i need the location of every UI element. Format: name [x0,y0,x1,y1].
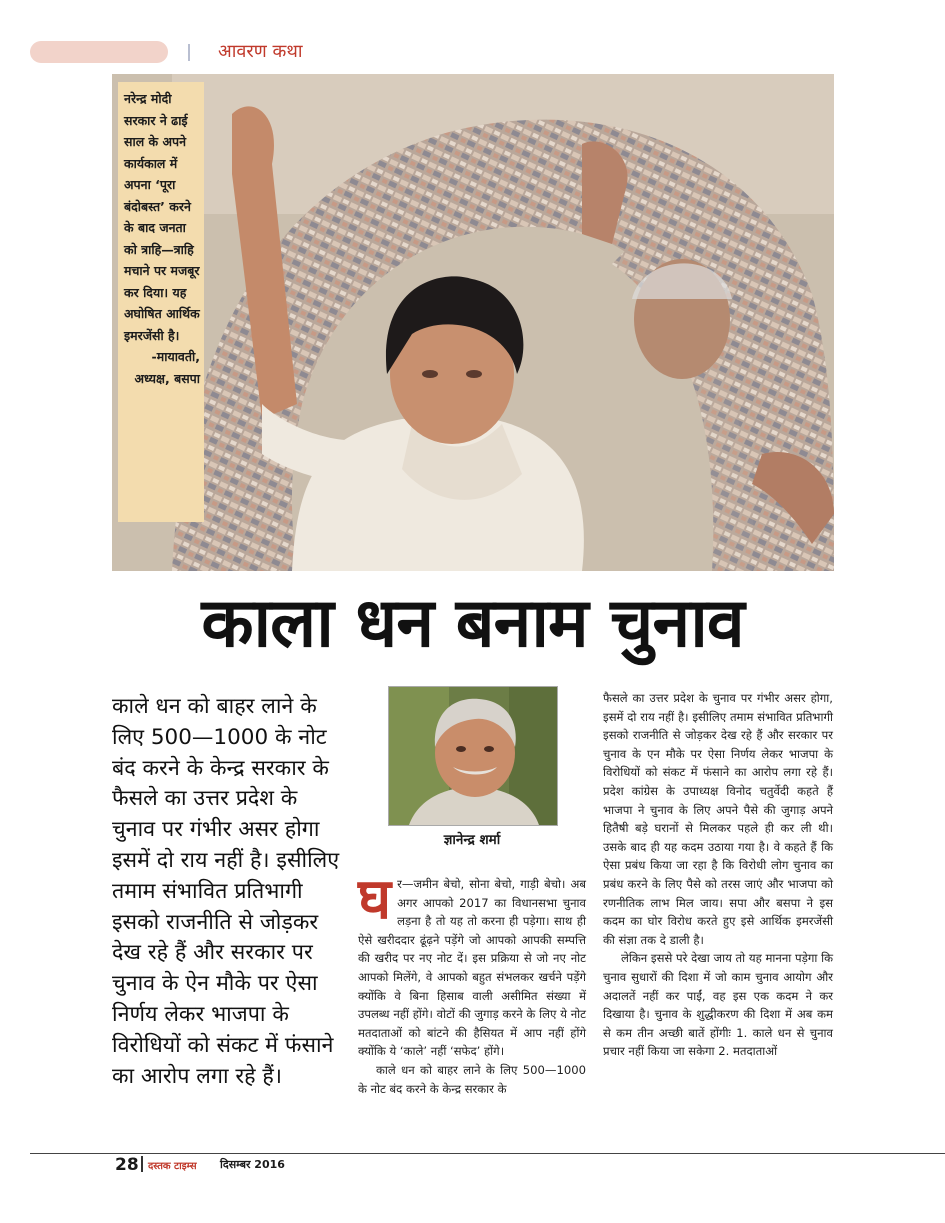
article-column-right [603,689,833,1061]
article-paragraph: र—जमीन बेचो, सोना बेचो, गाड़ी बेचो। अब अगर आपको 2017 का विधानसभा चुनाव लड़ना है तो यह तो करना ही पड़ेगा। साथ ही ऐसे खरीददार ढूंढ़ने पड़ेंगे जो आपको आपकी सम्पत्ति की खरीद पर नए नोट दें। इस प्रक्रिया से जो नए नोट आपको मिलेंगे, वे आपको बहुत संभलकर खर्चने पड़ेंगे क्योंकि वे बिना हिसाब वाली असीमित संख्या में उपलब्ध नहीं होंगे। वोटों की जुगाड़ करने के लिए ये नोट मतदाताओं को बांटने की हैसियत में आप नहीं होंगे क्योंकि ये ‘काले’ नहीं ‘सफेद’ होंगे। [358,877,586,1059]
author-photo [388,686,558,826]
section-label: आवरण कथा [218,41,303,62]
pull-quote-text: नरेन्द्र मोदी सरकार ने ढाई साल के अपने कार्यकाल में अपना ‘पूरा बंदोबस्त’ करने के बाद जनता को त्राहि—त्राहि मचाने पर मजबूर कर दिया। यह अघोषित आर्थिक इमरजेंसी है। [124,91,200,343]
issue-date: दिसम्बर 2016 [220,1158,285,1171]
publication-logo: दस्तक टाइम्स [148,1161,197,1172]
article-paragraph: फैसले का उत्तर प्रदेश के चुनाव पर गंभीर असर होगा, इसमें दो राय नहीं है। इसीलिए तमाम संभावित प्रतिभागी इसको राजनीति से जोड़कर देख रहे हैं और सरकार पर चुनाव के एन मौके पर ऐसा निर्णय लेकर भाजपा के विरोधियों को संकट में फंसाने का आरोप लगा रहे हैं। प्रदेश कांग्रेस के उपाध्यक्ष विनोद चतुर्वेदी कहते हैं भाजपा ने चुनाव के लिए अपने पैसे की जुगाड़ अपने हितैषी बड़े घरानों से मिलकर पहले ही कर ली थी। उसके बाद ही यह कदम उठाया गया है। वे कहते हैं कि ऐसा प्रबंध किया जा रहा है कि विरोधी लोग चुनाव का प्रबंध करने के लिए पैसे को तरस जाएं और भाजपा को रणनीतिक लाभ मिल जाय। सपा और बसपा ने इस कदम का घोर विरोध करते हुए इसे आर्थिक इमरजेंसी की संज्ञा तक दे डाली है। [603,691,833,947]
page-number: 28 [115,1155,139,1175]
author-name: ज्ञानेन्द्र शर्मा [443,832,501,848]
headline: काला धन बनाम चुनाव [201,584,744,663]
footer-separator [141,1156,143,1172]
article-paragraph: काले धन को बाहर लाने के लिए 500—1000 के नोट बंद करने के केन्द्र सरकार के [358,1062,586,1096]
intro-paragraph: काले धन को बाहर लाने के लिए 500—1000 के नोट बंद करने के केन्द्र सरकार के फैसले का उत्तर प्रदेश के चुनाव पर गंभीर असर होगा इसमें दो राय नहीं है। इसीलिए तमाम संभावित प्रतिभागी इसको राजनीति से जोड़कर देख रहे हैं और सरकार पर चुनाव के ऐन मौके पर ऐसा निर्णय लेकर भाजपा के विरोधियों को संकट में फंसाने का आरोप लगा रहे हैं। [112,694,340,1089]
footer-rule [30,1153,945,1154]
article-paragraph: लेकिन इससे परे देखा जाय तो यह मानना पड़ेगा कि चुनाव सुधारों की दिशा में जो काम चुनाव आयोग और अदालतें नहीं कर पाईं, वह इस एक कदम ने कर दिखाया है। चुनाव के शुद्धीकरण की दिशा में अब कम से कम तीन अच्छी बातें होंगीः 1. काले धन से चुनाव प्रचार नहीं किया जा सकेगा 2. मतदाताओं [603,951,833,1059]
pull-quote-signature: -मायावती, अध्यक्ष, बसपा [134,349,200,386]
cover-photo [112,74,834,571]
pull-quote [118,82,204,522]
header-decor-pill [30,41,168,63]
article-column-middle [358,867,586,1098]
drop-cap: घ [358,867,392,932]
header-separator [188,44,190,61]
